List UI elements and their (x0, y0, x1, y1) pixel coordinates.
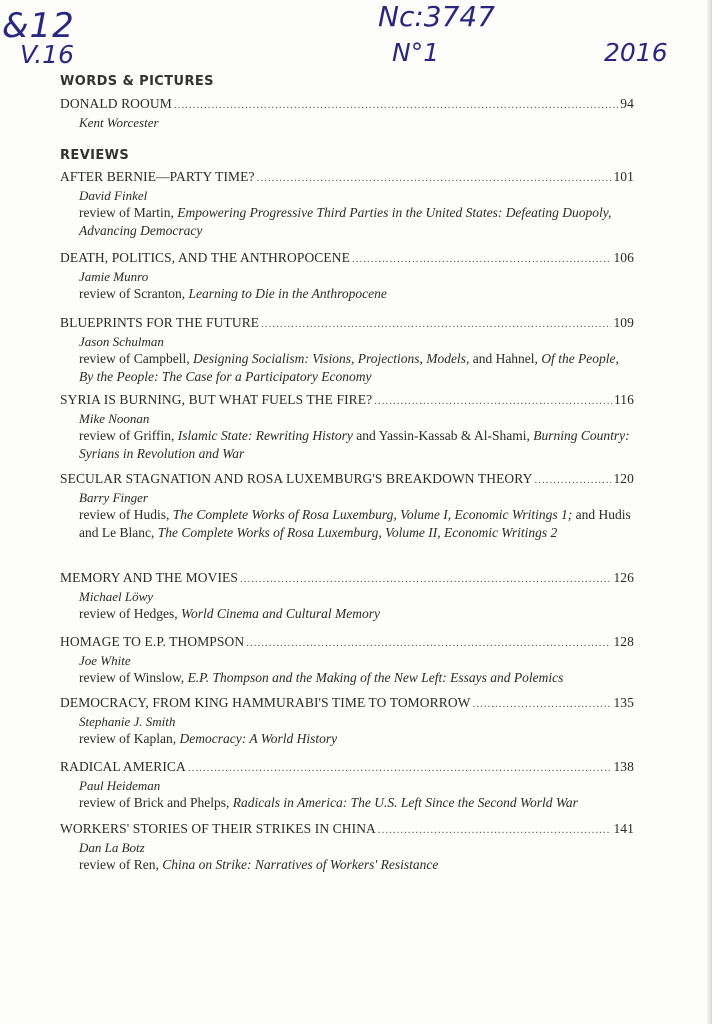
toc-entry (60, 569, 634, 623)
dot-leader (257, 170, 612, 187)
toc-entry (60, 758, 634, 812)
entry-author: Barry Finger (79, 490, 148, 505)
entry-title-line (60, 95, 634, 114)
entry-review-line (60, 285, 634, 303)
toc-entry (60, 95, 634, 131)
entry-review-line (60, 669, 634, 687)
entry-author: Jason Schulman (79, 334, 164, 349)
entry-title-line (60, 758, 634, 777)
review-text: review of Ren, (79, 857, 163, 872)
entry-title: WORKERS' STORIES OF THEIR STRIKES IN CHINA (60, 821, 376, 836)
review-text: review of Winslow, (79, 670, 188, 685)
page-number: 120 (613, 471, 634, 486)
toc-entry (60, 314, 634, 385)
review-book-title: E.P. Thompson and the Making of the New Left: Essays and Polemics (187, 670, 564, 685)
entry-review-line (60, 856, 634, 874)
review-book-title: Islamic State: Rewriting History (177, 428, 353, 443)
entry-title-line (60, 470, 634, 489)
review-book-title: World Cinema and Cultural Memory (180, 606, 380, 621)
review-text: review of Scranton, (79, 286, 189, 301)
entry-title-line (60, 633, 634, 652)
review-text: review of Hedges, (79, 606, 181, 621)
review-text: and Hahnel, (469, 351, 542, 366)
entry-title-line (60, 820, 634, 839)
entry-title: DEATH, POLITICS, AND THE ANTHROPOCENE (60, 250, 350, 265)
entry-review-line (60, 350, 634, 385)
entry-title-line (60, 694, 634, 713)
dot-leader (352, 251, 611, 268)
page-number: 106 (613, 250, 634, 265)
entry-title: DEMOCRACY, FROM KING HAMMURABI'S TIME TO TOMORROW (60, 695, 471, 710)
toc-entry (60, 633, 634, 687)
entry-title-line (60, 391, 634, 410)
review-book-title: Learning to Die in the Anthropocene (188, 286, 387, 301)
review-book-title: Burning Country: Syrians in Revolution and War (79, 428, 630, 461)
review-text: and Hudis and Le Blanc, (79, 507, 631, 540)
entry-title: RADICAL AMERICA (60, 759, 186, 774)
toc-entry (60, 820, 634, 874)
entry-review-line (60, 794, 634, 812)
review-book-title: Empowering Progressive Third Parties in the United States: Defeating Duopoly, Advancing Democracy (79, 205, 612, 238)
entry-author: David Finkel (79, 188, 148, 203)
toc-entry (60, 168, 634, 239)
entry-title: MEMORY AND THE MOVIES (60, 570, 238, 585)
toc-entry (60, 249, 634, 303)
review-book-title: China on Strike: Narratives of Workers' Resistance (162, 857, 439, 872)
review-book-title: Of the People, By the People: The Case for a Participatory Economy (79, 351, 619, 384)
entry-title-line (60, 569, 634, 588)
page-number: 135 (613, 695, 634, 710)
toc-entry (60, 470, 634, 541)
page-number: 101 (613, 169, 634, 184)
review-book-title: Designing Socialism: Visions, Projections, Models, (192, 351, 470, 366)
handwritten-issue-number: N°1 (392, 38, 440, 67)
page-number: 109 (613, 315, 634, 330)
entry-author: Michael Löwy (79, 589, 154, 604)
entry-author: Jamie Munro (79, 269, 149, 284)
entry-title: SYRIA IS BURNING, BUT WHAT FUELS THE FIRE? (60, 392, 373, 407)
handwritten-volume: V.16 (20, 40, 74, 69)
entry-review-line (60, 506, 634, 541)
entry-title: AFTER BERNIE—PARTY TIME? (60, 169, 255, 184)
entry-title-line (60, 168, 634, 187)
dot-leader (246, 635, 611, 652)
page-number: 126 (613, 570, 634, 585)
review-text: and Yassin-Kassab & Al-Shami, (352, 428, 534, 443)
page-number: 116 (613, 392, 634, 407)
page-number: 138 (613, 759, 634, 774)
handwritten-year: 2016 (604, 38, 668, 67)
review-book-title: Radicals in America: The U.S. Left Since the Second World War (232, 795, 578, 810)
page-number: 128 (613, 634, 634, 649)
entry-author: Kent Worcester (79, 115, 159, 130)
page-edge-shadow (706, 0, 712, 1024)
section-heading-words-pictures: WORDS & PICTURES (60, 74, 214, 89)
entry-title: SECULAR STAGNATION AND ROSA LUXEMBURG'S BREAKDOWN THEORY (60, 471, 533, 486)
entry-author: Paul Heideman (79, 778, 161, 793)
review-text: review of Griffin, (79, 428, 178, 443)
review-text: review of Martin, (79, 205, 178, 220)
entry-title-line (60, 249, 634, 268)
entry-title: DONALD ROOUM (60, 96, 172, 111)
dot-leader (261, 316, 611, 333)
entry-title-line (60, 314, 634, 333)
entry-author: Mike Noonan (79, 411, 150, 426)
dot-leader (534, 472, 611, 489)
entry-author: Dan La Botz (79, 840, 145, 855)
review-book-title: The Complete Works of Rosa Luxemburg, Volume II, Economic Writings 2 (157, 524, 558, 540)
entry-author: Stephanie J. Smith (79, 714, 176, 729)
dot-leader (378, 822, 612, 839)
dot-leader (188, 760, 612, 777)
entry-review-line (60, 204, 634, 239)
page-number: 141 (613, 821, 634, 836)
review-text: review of Kaplan, (79, 731, 180, 746)
entry-author: Joe White (79, 653, 131, 668)
entry-title: HOMAGE TO E.P. THOMPSON (60, 634, 245, 649)
entry-title: BLUEPRINTS FOR THE FUTURE (60, 315, 260, 330)
page-number: 94 (620, 96, 634, 111)
review-book-title: The Complete Works of Rosa Luxemburg, Volume I, Economic Writings 1; (172, 507, 573, 522)
entry-review-line (60, 730, 634, 748)
handwritten-note: &12 (2, 6, 75, 46)
dot-leader (174, 97, 618, 114)
review-text: review of Brick and Phelps, (79, 795, 233, 810)
review-text: review of Hudis, (79, 507, 173, 522)
toc-entry (60, 391, 634, 462)
section-heading-reviews: REVIEWS (60, 148, 130, 163)
entry-review-line (60, 605, 634, 623)
toc-entry (60, 694, 634, 748)
dot-leader (240, 571, 611, 588)
review-text: review of Campbell, (79, 351, 193, 366)
dot-leader (374, 393, 612, 410)
review-book-title: Democracy: A World History (179, 731, 338, 746)
handwritten-call-number: Nc:3747 (378, 0, 496, 33)
dot-leader (473, 696, 612, 713)
entry-review-line (60, 427, 634, 462)
